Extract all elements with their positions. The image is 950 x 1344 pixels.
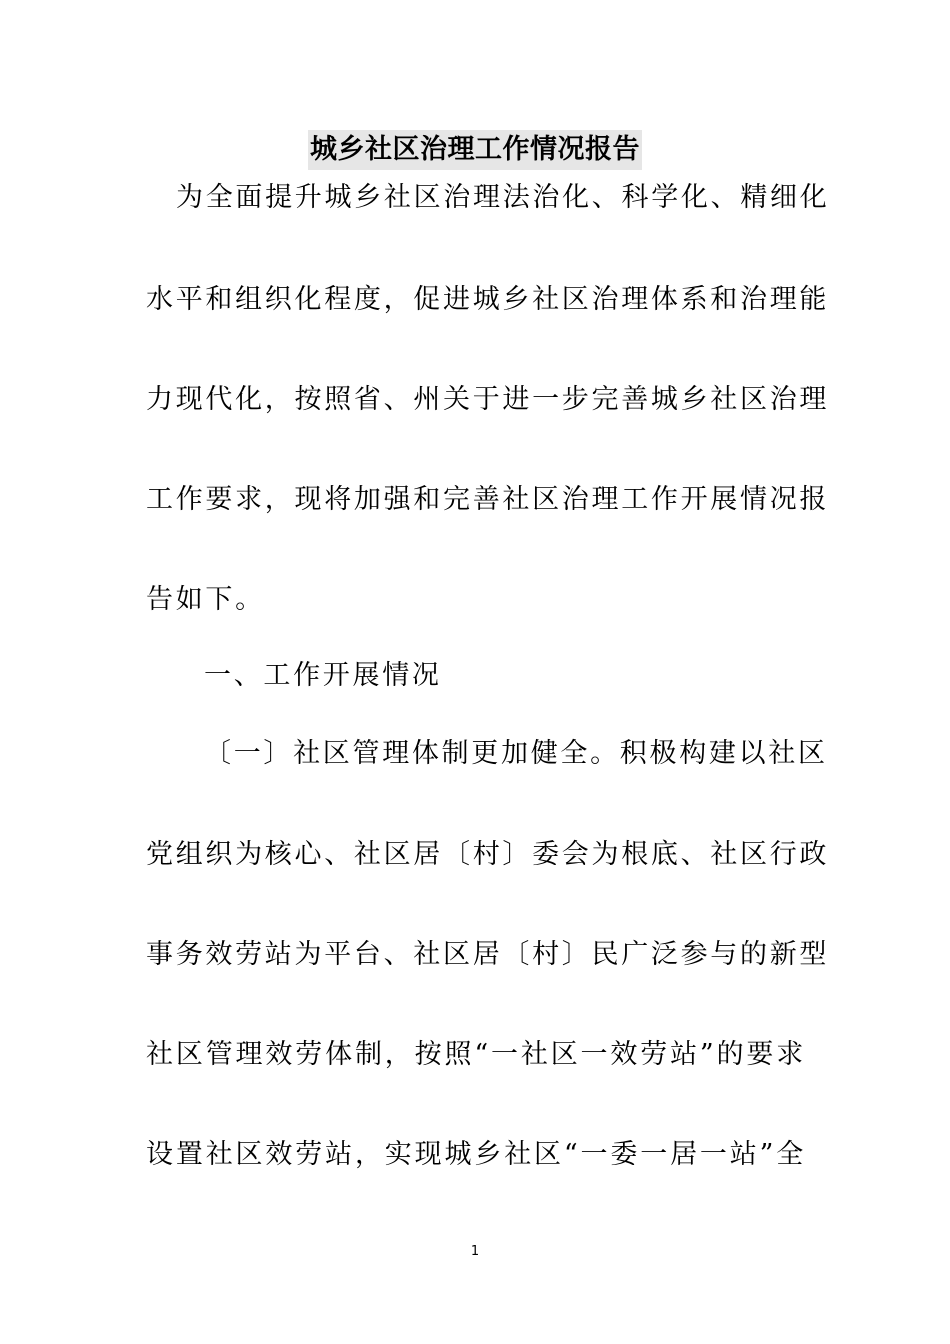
paragraph-line: 水平和组织化程度，促进城乡社区治理体系和治理能 — [146, 284, 830, 315]
paragraph-line: 设置社区效劳站，实现城乡社区“一委一居一站”全 — [146, 1139, 806, 1170]
section-heading: 一、工作开展情况 — [204, 660, 442, 691]
title-container — [0, 130, 950, 170]
document-title: 城乡社区治理工作情况报告 — [308, 130, 642, 170]
paragraph-line: 党组织为核心、社区居〔村〕委会为根底、社区行政 — [146, 839, 830, 870]
paragraph-line: 力现代化，按照省、州关于进一步完善城乡社区治理 — [146, 384, 830, 415]
paragraph-line: 社区管理效劳体制，按照“一社区一效劳站”的要求 — [146, 1039, 806, 1070]
paragraph-line: 事务效劳站为平台、社区居〔村〕民广泛参与的新型 — [146, 939, 830, 970]
page-number: 1 — [470, 1244, 480, 1259]
paragraph-line: 为全面提升城乡社区治理法治化、科学化、精细化 — [176, 182, 830, 213]
paragraph-line: 告如下。 — [146, 584, 265, 615]
paragraph-line: 工作要求，现将加强和完善社区治理工作开展情况报 — [146, 484, 830, 515]
paragraph-line: 〔一〕社区管理体制更加健全。积极构建以社区 — [204, 738, 828, 769]
